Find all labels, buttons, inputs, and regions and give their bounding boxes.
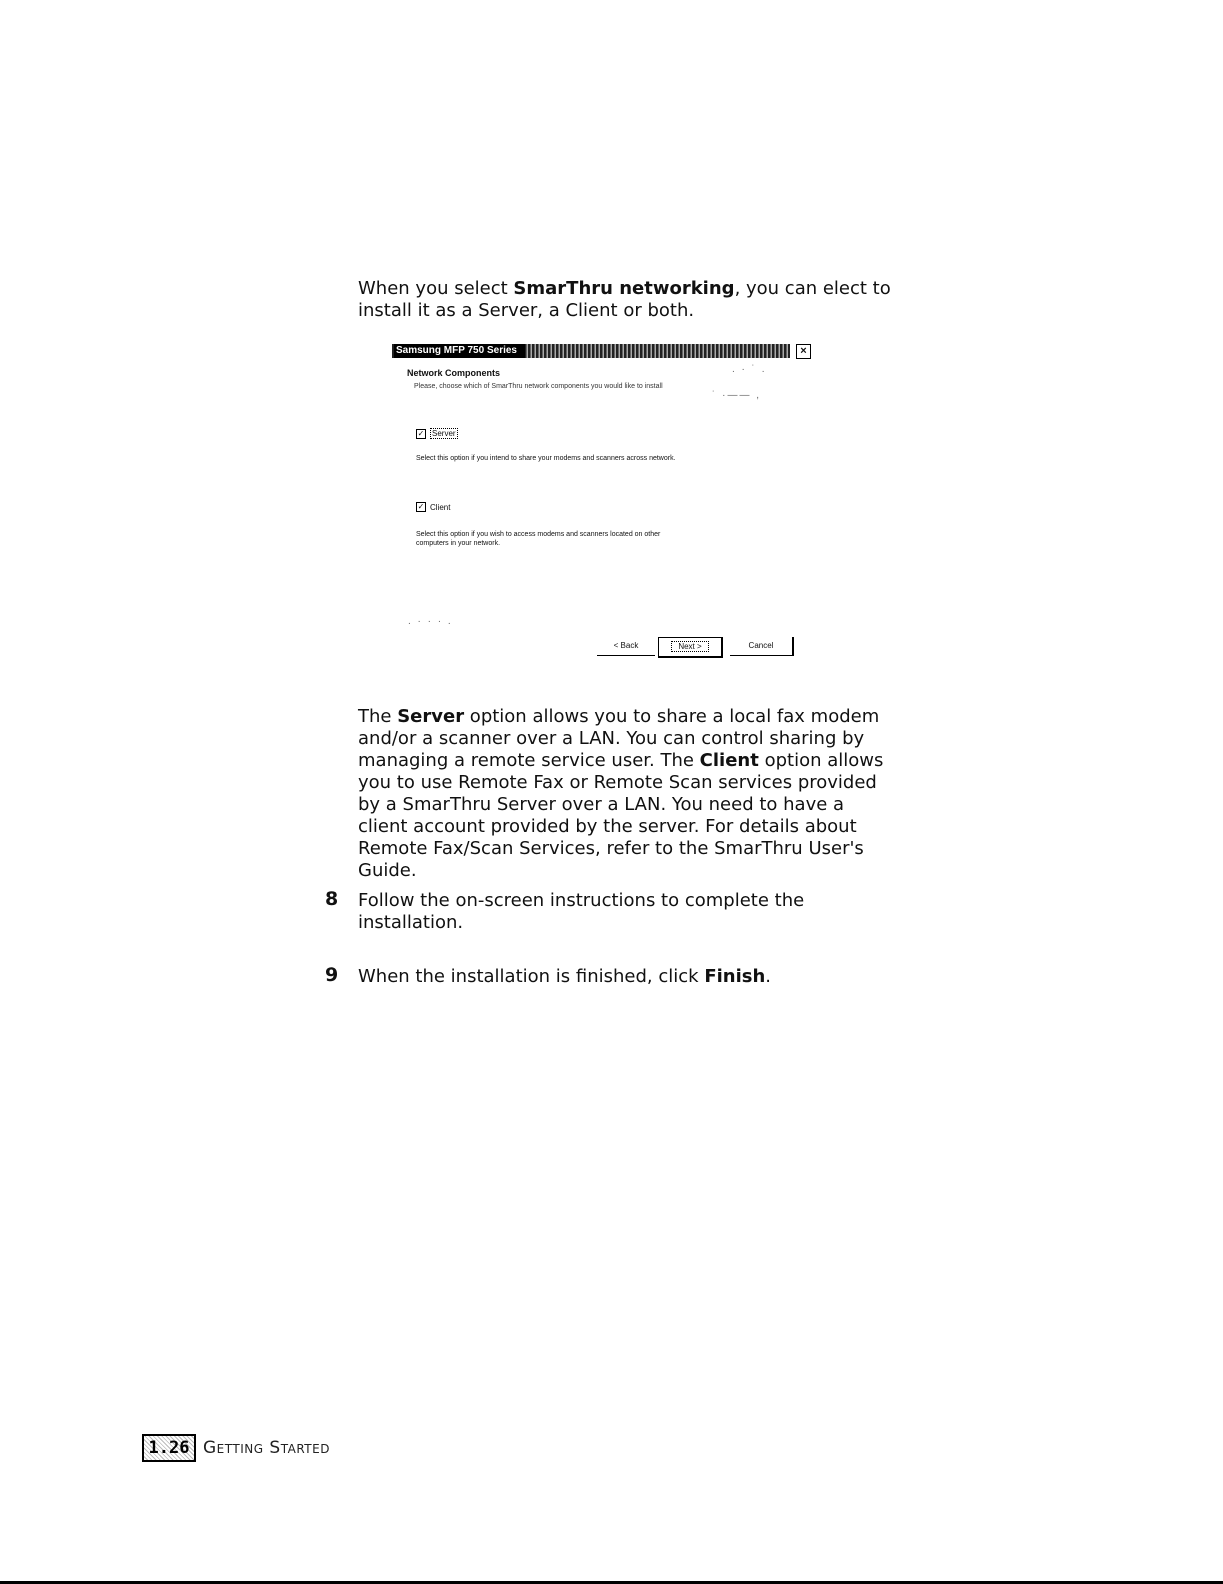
section-title: Getting Started bbox=[203, 1438, 330, 1458]
intro-paragraph bbox=[358, 278, 898, 322]
close-icon[interactable]: × bbox=[796, 344, 811, 359]
cancel-button[interactable]: Cancel bbox=[730, 637, 794, 656]
client-option[interactable] bbox=[416, 502, 450, 512]
page-number: 1.26 bbox=[142, 1434, 196, 1462]
next-button-label: Next > bbox=[671, 641, 708, 652]
dialog-titlebar bbox=[392, 344, 790, 358]
decorative-graphic: . · · · . bbox=[408, 616, 453, 627]
client-description: Select this option if you wish to access modems and scanners located on other computers in your network. bbox=[416, 531, 661, 547]
step-number: 8 bbox=[325, 888, 339, 910]
step-text-pre: When the installation is finished, click bbox=[358, 966, 705, 987]
client-label: Client bbox=[430, 502, 451, 512]
dialog-title: Samsung MFP 750 Series bbox=[394, 344, 525, 358]
next-button[interactable] bbox=[658, 637, 723, 658]
server-label: Server bbox=[432, 429, 456, 438]
explanation-paragraph bbox=[358, 706, 898, 882]
explanation-text: option allows you to share a local fax modem and/or a scanner over a LAN. You can control sharing by managing a remote service user. The bbox=[358, 706, 880, 771]
intro-text-post: , you can elect to install it as a Server, a Client or both. bbox=[358, 278, 891, 321]
server-description: Select this option if you intend to share your modems and scanners across network. bbox=[416, 455, 676, 462]
step-number: 9 bbox=[325, 964, 339, 986]
finish-term: Finish bbox=[704, 966, 766, 987]
step-text bbox=[358, 966, 898, 988]
server-term: Server bbox=[397, 706, 465, 727]
network-components-dialog bbox=[392, 344, 812, 684]
client-checkbox[interactable]: ✓ bbox=[417, 502, 425, 511]
step-text-post: . bbox=[765, 966, 772, 987]
server-checkbox[interactable]: ✓ bbox=[417, 428, 425, 438]
intro-text-bold: SmarThru networking bbox=[513, 278, 735, 299]
decorative-graphic: . · ˙ . bbox=[732, 364, 767, 375]
dialog-description: Please, choose which of SmarThru network components you would like to install bbox=[414, 383, 663, 390]
decorative-graphic: ˙ ·—— , bbox=[712, 390, 761, 401]
intro-text-pre: When you select bbox=[358, 278, 514, 299]
dialog-heading: Network Components bbox=[407, 368, 501, 378]
back-button[interactable]: < Back bbox=[597, 637, 655, 656]
client-term: Client bbox=[699, 750, 759, 771]
explanation-text: option allows you to use Remote Fax or Remote Scan services provided by a SmarThru Server over a LAN. You need to have a client account provided by the server. For details about Remote Fax/Scan Services, refer to the SmarThru User's Guide. bbox=[358, 750, 884, 881]
step-text: Follow the on-screen instructions to complete the installation. bbox=[358, 890, 805, 933]
server-option[interactable] bbox=[416, 428, 458, 439]
explanation-text: The bbox=[358, 706, 398, 727]
